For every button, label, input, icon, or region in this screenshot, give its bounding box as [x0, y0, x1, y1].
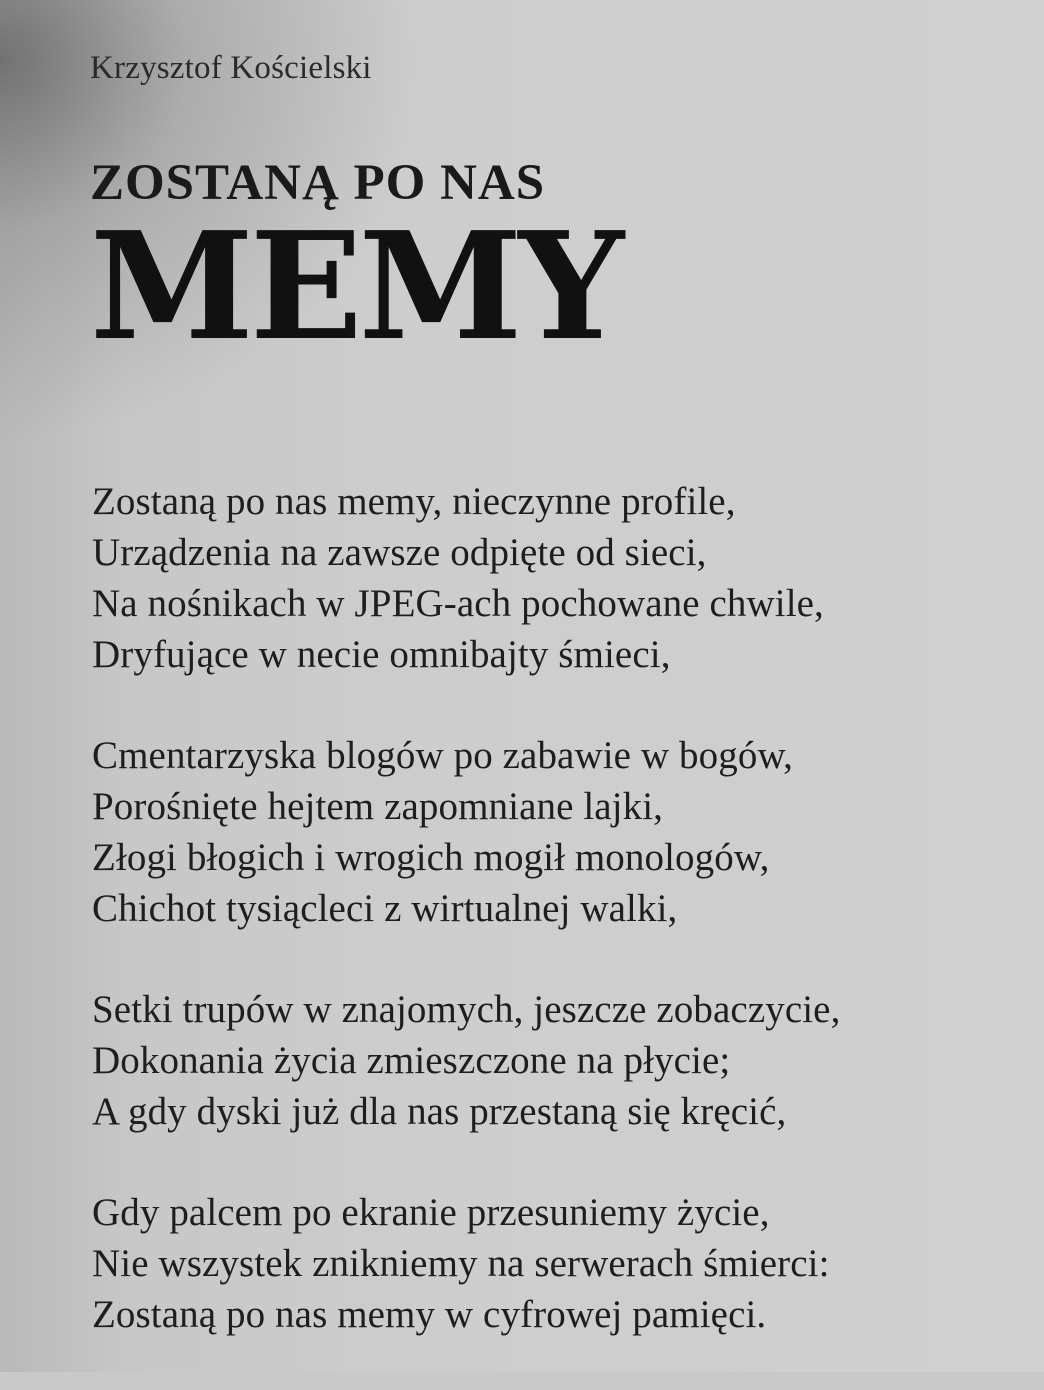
poem-line: Porośnięte hejtem zapomniane lajki, [92, 785, 663, 828]
stanza-4 [92, 1187, 1022, 1340]
poem-line: Urządzenia na zawsze odpięte od sieci, [92, 531, 707, 574]
author-name: Krzysztof Kościelski [90, 50, 372, 86]
poem-line: Cmentarzyska blogów po zabawie w bogów, [92, 734, 794, 777]
poem-line: Złogi błogich i wrogich mogił monologów, [92, 836, 770, 879]
poem-line: Chichot tysiącleci z wirtualnej walki, [92, 887, 678, 930]
poem-body [92, 476, 1022, 1390]
stanza-3 [92, 984, 1022, 1137]
poem-subtitle: ZOSTANĄ PO NAS [90, 155, 546, 211]
poem-line: Zostaną po nas memy, nieczynne profile, [92, 480, 736, 523]
poem-line: Zostaną po nas memy w cyfrowej pamięci. [92, 1293, 767, 1336]
poem-line: Na nośnikach w JPEG-ach pochowane chwile, [92, 582, 824, 625]
stanza-1 [92, 476, 1022, 680]
poem-line: Dryfujące w necie omnibajty śmieci, [92, 633, 671, 676]
poem-line: Nie wszystek znikniemy na serwerach śmierci: [92, 1242, 830, 1285]
stanza-2 [92, 730, 1022, 934]
poem-line: Setki trupów w znajomych, jeszcze zobaczycie, [92, 988, 841, 1031]
poem-line: A gdy dyski już dla nas przestaną się kręcić, [92, 1090, 787, 1133]
poem-title: MEMY [90, 199, 621, 373]
poem-line: Dokonania życia zmieszczone na płycie; [92, 1039, 731, 1082]
poem-line: Gdy palcem po ekranie przesuniemy życie, [92, 1191, 770, 1234]
